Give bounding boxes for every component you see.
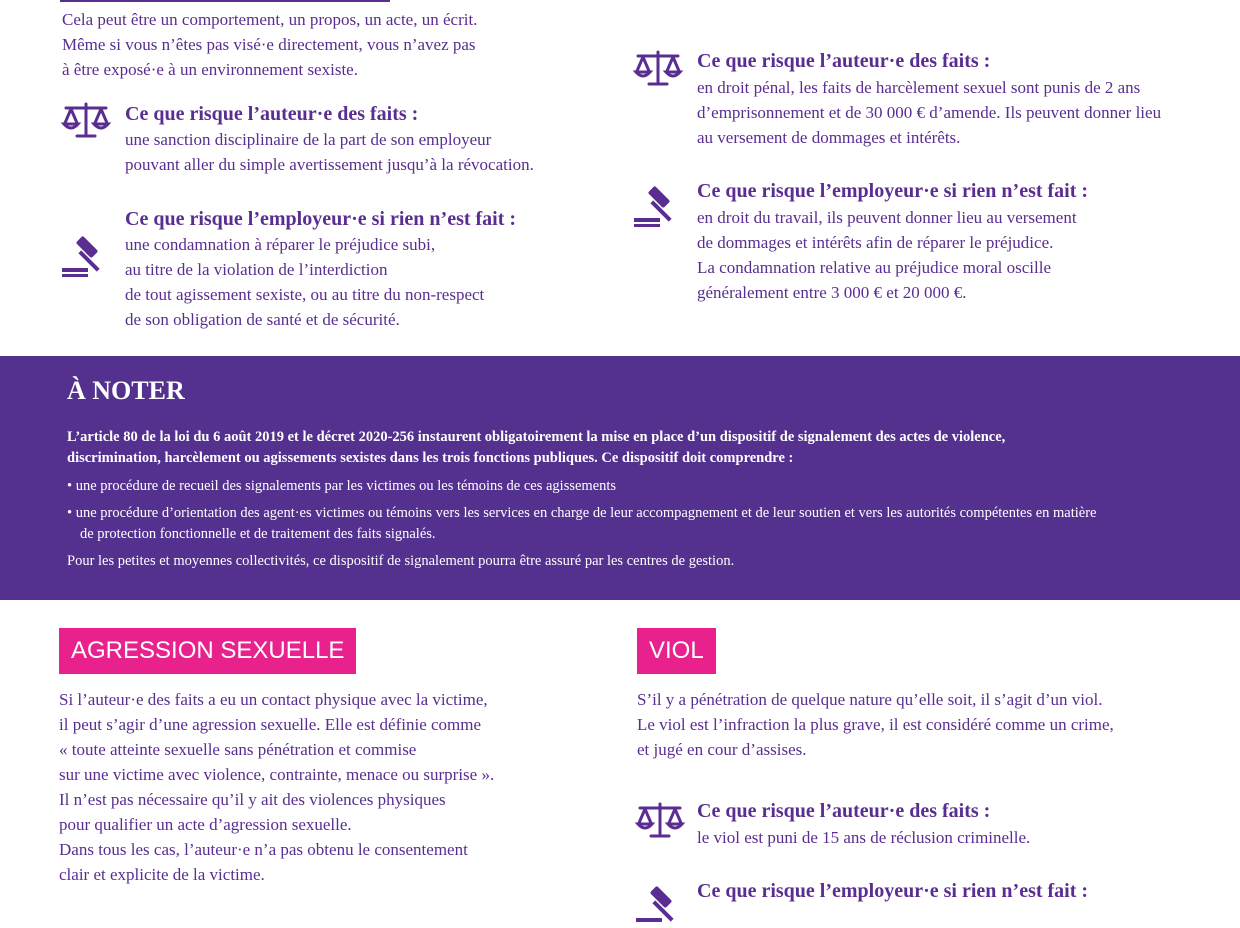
- right-author-text: [697, 75, 1161, 150]
- text-line: Si l’auteur·e des faits a eu un contact physique avec la victime,: [59, 690, 488, 709]
- agression-paragraph: [59, 687, 494, 887]
- text-line: généralement entre 3 000 € et 20 000 €.: [697, 283, 967, 302]
- gavel-icon: [632, 184, 684, 228]
- gavel-icon: [634, 884, 686, 928]
- text-line: pour qualifier un acte d’agression sexuelle.: [59, 815, 352, 834]
- text-line: Même si vous n’êtes pas visé·e directement, vous n’avez pas: [62, 35, 476, 54]
- gavel-icon: [60, 234, 112, 278]
- text-line: Il n’est pas nécessaire qu’il y ait des violences physiques: [59, 790, 446, 809]
- note-bullet-continuation: de protection fonctionnelle et de traitement des faits signalés.: [80, 526, 436, 542]
- viol-tag: VIOL: [637, 628, 716, 674]
- note-footer: Pour les petites et moyennes collectivités, ce dispositif de signalement pourra être assuré par les centres de gestion.: [67, 553, 735, 569]
- agression-sexuelle-tag: AGRESSION SEXUELLE: [59, 628, 356, 674]
- text-line: La condamnation relative au préjudice moral oscille: [697, 258, 1052, 277]
- scales-of-justice-icon: [634, 800, 686, 844]
- scales-of-justice-icon: [632, 48, 684, 92]
- viol-author-text: le viol est puni de 15 ans de réclusion criminelle.: [697, 828, 1031, 847]
- text-line: une condamnation à réparer le préjudice subi,: [125, 235, 436, 254]
- text-line: Dans tous les cas, l’auteur·e n’a pas obtenu le consentement: [59, 840, 468, 859]
- text-line: en droit pénal, les faits de harcèlement sexuel sont punis de 2 ans: [697, 78, 1141, 97]
- left-author-text: [125, 127, 534, 177]
- note-bullet: • une procédure de recueil des signalements par les victimes ou les témoins de ces agissements: [67, 478, 617, 494]
- text-line: au versement de dommages et intérêts.: [697, 128, 961, 147]
- text-line: et jugé en cour d’assises.: [637, 740, 807, 759]
- intro-left-paragraph: [62, 7, 477, 82]
- viol-employer-heading: Ce que risque l’employeur·e si rien n’est fait :: [697, 880, 1089, 902]
- right-employer-heading: Ce que risque l’employeur·e si rien n’est fait :: [697, 180, 1089, 202]
- left-employer-text: [125, 232, 484, 332]
- text-line: il peut s’agir d’une agression sexuelle. Elle est définie comme: [59, 715, 482, 734]
- left-author-heading: Ce que risque l’auteur·e des faits :: [125, 103, 419, 125]
- cropped-line-top-left: [60, 0, 400, 4]
- text-line: clair et explicite de la victime.: [59, 865, 265, 884]
- viol-author-heading: Ce que risque l’auteur·e des faits :: [697, 800, 991, 822]
- text-line: Cela peut être un comportement, un propos, un acte, un écrit.: [62, 10, 478, 29]
- text-line: S’il y a pénétration de quelque nature qu’elle soit, il s’agit d’un viol.: [637, 690, 1103, 709]
- note-lead-line: discrimination, harcèlement ou agissements sexistes dans les trois fonctions publiques. Ce dispositif doit comprendre :: [67, 450, 794, 466]
- text-line: au titre de la violation de l’interdiction: [125, 260, 388, 279]
- right-employer-text: [697, 205, 1077, 305]
- text-line: en droit du travail, ils peuvent donner lieu au versement: [697, 208, 1077, 227]
- scales-of-justice-icon: [60, 100, 112, 144]
- text-line: de dommages et intérêts afin de réparer le préjudice.: [697, 233, 1054, 252]
- text-line: à être exposé·e à un environnement sexiste.: [62, 60, 358, 79]
- text-line: sur une victime avec violence, contrainte, menace ou surprise ».: [59, 765, 495, 784]
- text-line: Le viol est l’infraction la plus grave, il est considéré comme un crime,: [637, 715, 1114, 734]
- text-line: de son obligation de santé et de sécurité.: [125, 310, 400, 329]
- text-line: une sanction disciplinaire de la part de son employeur: [125, 130, 492, 149]
- note-lead-line: L’article 80 de la loi du 6 août 2019 et le décret 2020-256 instaurent obligatoirement la mise en place d’un dispositif de signalement des actes de violence,: [67, 429, 1006, 445]
- note-title: À NOTER: [67, 376, 185, 405]
- text-line: d’emprisonnement et de 30 000 € d’amende. Ils peuvent donner lieu: [697, 103, 1162, 122]
- text-line: « toute atteinte sexuelle sans pénétration et commise: [59, 740, 417, 759]
- viol-paragraph: [637, 687, 1114, 762]
- note-bullet: • une procédure d’orientation des agent·es victimes ou témoins vers les services en charge de leur accompagnement et de leur soutien et vers les autorités compétentes en matière: [67, 505, 1097, 521]
- right-author-heading: Ce que risque l’auteur·e des faits :: [697, 50, 991, 72]
- text-line: de tout agissement sexiste, ou au titre du non-respect: [125, 285, 485, 304]
- left-employer-heading: Ce que risque l’employeur·e si rien n’est fait :: [125, 208, 517, 230]
- text-line: pouvant aller du simple avertissement jusqu’à la révocation.: [125, 155, 534, 174]
